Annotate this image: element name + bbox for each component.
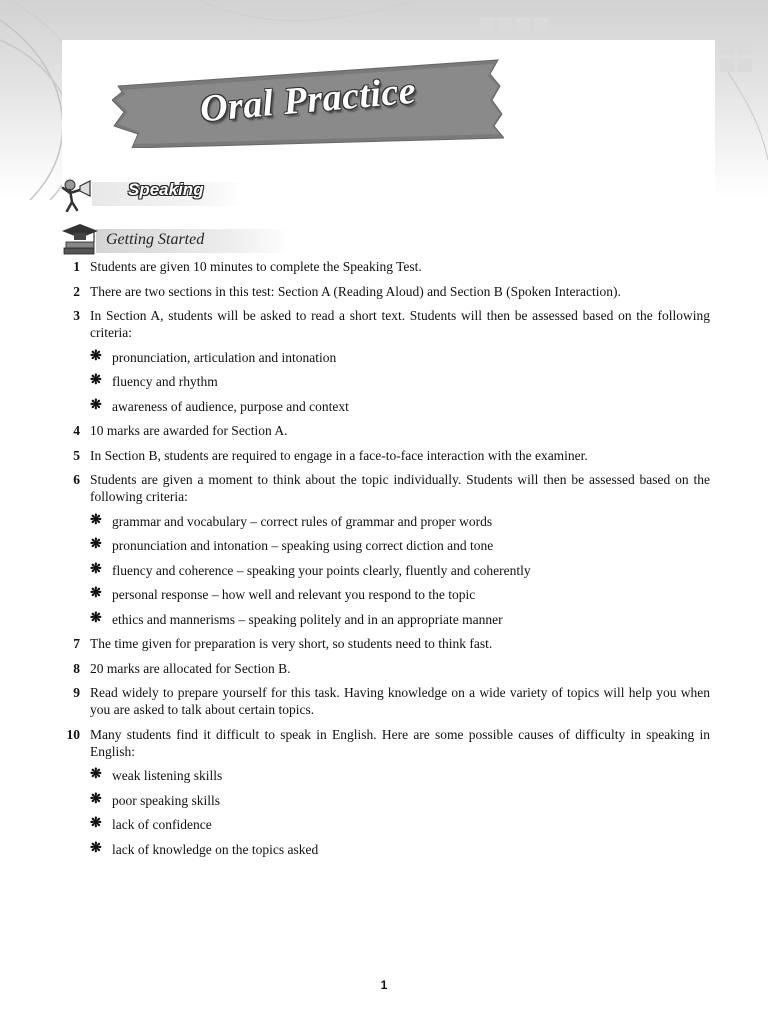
subsection-header-getting-started xyxy=(60,222,260,258)
item-number: 7 xyxy=(73,636,80,651)
item-text: Many students find it difficult to speak in English. Here are some possible causes of difficulty in speaking in English: xyxy=(90,726,710,759)
numbered-item xyxy=(62,307,710,341)
item-text: In Section A, students will be asked to read a short text. Students will then be assessed based on the following criteria: xyxy=(90,308,710,340)
numbered-item xyxy=(62,258,710,275)
bullet-text: lack of confidence xyxy=(112,817,212,832)
item-number: 6 xyxy=(73,472,80,487)
bullet-item xyxy=(62,349,710,366)
bullet-text: awareness of audience, purpose and context xyxy=(112,398,349,414)
asterisk-bullet-icon: ❋ xyxy=(90,816,102,831)
item-text: There are two sections in this test: Section A (Reading Aloud) and Section B (Spoken Interaction). xyxy=(90,283,621,299)
numbered-item xyxy=(62,684,710,718)
item-text: In Section B, students are required to engage in a face-to-face interaction with the examiner. xyxy=(90,447,588,463)
item-text: Students are given 10 minutes to complete the Speaking Test. xyxy=(90,259,422,274)
instruction-list xyxy=(62,258,710,865)
bullet-text: grammar and vocabulary – correct rules of grammar and proper words xyxy=(112,513,493,529)
asterisk-bullet-icon: ❋ xyxy=(90,373,102,388)
subsection-label: Getting Started xyxy=(106,231,205,248)
item-text: Students are given a moment to think about the topic individually. Students will then be assessed based on the following criteria: xyxy=(90,472,710,504)
page-title: Oral Practice xyxy=(198,69,418,131)
section-header-speaking xyxy=(60,176,260,212)
numbered-item xyxy=(62,660,710,677)
bullet-text: lack of knowledge on the topics asked xyxy=(112,841,319,857)
bullet-text: pronunciation, articulation and intonation xyxy=(112,349,337,365)
bullet-text: fluency and coherence – speaking your points clearly, fluently and coherently xyxy=(112,562,531,578)
numbered-item xyxy=(62,422,710,439)
page-number: 1 xyxy=(380,978,388,992)
item-text: 10 marks are awarded for Section A. xyxy=(90,423,288,438)
bullet-item xyxy=(62,841,710,858)
bullet-text: personal response – how well and relevant you respond to the topic xyxy=(112,587,476,602)
numbered-item xyxy=(62,447,710,464)
numbered-item xyxy=(62,283,710,300)
bullet-item xyxy=(62,537,710,554)
item-number: 5 xyxy=(73,447,80,463)
bullet-item xyxy=(62,562,710,579)
asterisk-bullet-icon: ❋ xyxy=(90,840,102,856)
bullet-text: fluency and rhythm xyxy=(112,374,218,389)
item-text: 20 marks are allocated for Section B. xyxy=(90,660,291,676)
bullet-text: pronunciation and intonation – speaking using correct diction and tone xyxy=(112,538,494,553)
asterisk-bullet-icon: ❋ xyxy=(90,537,102,552)
bullet-item xyxy=(62,816,710,833)
item-number: 1 xyxy=(73,259,80,274)
bullet-item xyxy=(62,767,710,784)
asterisk-bullet-icon: ❋ xyxy=(90,586,102,601)
speaking-figure-icon xyxy=(60,176,96,212)
bullet-text: ethics and mannerisms – speaking politely and in an appropriate manner xyxy=(112,611,503,627)
bullet-item xyxy=(62,398,710,415)
numbered-item xyxy=(62,726,710,760)
item-number: 8 xyxy=(73,660,80,676)
graduation-cap-books-icon xyxy=(60,222,100,258)
section-label: Speaking xyxy=(128,180,204,199)
bullet-item xyxy=(62,513,710,530)
item-number: 4 xyxy=(73,423,80,438)
numbered-item xyxy=(62,635,710,652)
asterisk-bullet-icon: ❋ xyxy=(90,348,102,364)
item-number: 3 xyxy=(73,308,80,323)
bullet-text: weak listening skills xyxy=(112,768,223,783)
asterisk-bullet-icon: ❋ xyxy=(90,512,102,528)
asterisk-bullet-icon: ❋ xyxy=(90,561,102,577)
asterisk-bullet-icon: ❋ xyxy=(90,397,102,413)
item-number: 9 xyxy=(73,685,80,700)
asterisk-bullet-icon: ❋ xyxy=(90,791,102,807)
bullet-item xyxy=(62,373,710,390)
item-number: 10 xyxy=(66,726,80,742)
bullet-item xyxy=(62,792,710,809)
item-text: The time given for preparation is very short, so students need to think fast. xyxy=(90,636,493,651)
asterisk-bullet-icon: ❋ xyxy=(90,767,102,782)
item-number: 2 xyxy=(73,283,80,299)
numbered-item xyxy=(62,471,710,505)
bullet-item xyxy=(62,586,710,603)
item-text: Read widely to prepare yourself for this task. Having knowledge on a wide variety of topics will help you when you are asked to talk about certain topics. xyxy=(90,685,710,717)
bullet-item xyxy=(62,611,710,628)
bullet-text: poor speaking skills xyxy=(112,792,220,808)
asterisk-bullet-icon: ❋ xyxy=(90,610,102,626)
